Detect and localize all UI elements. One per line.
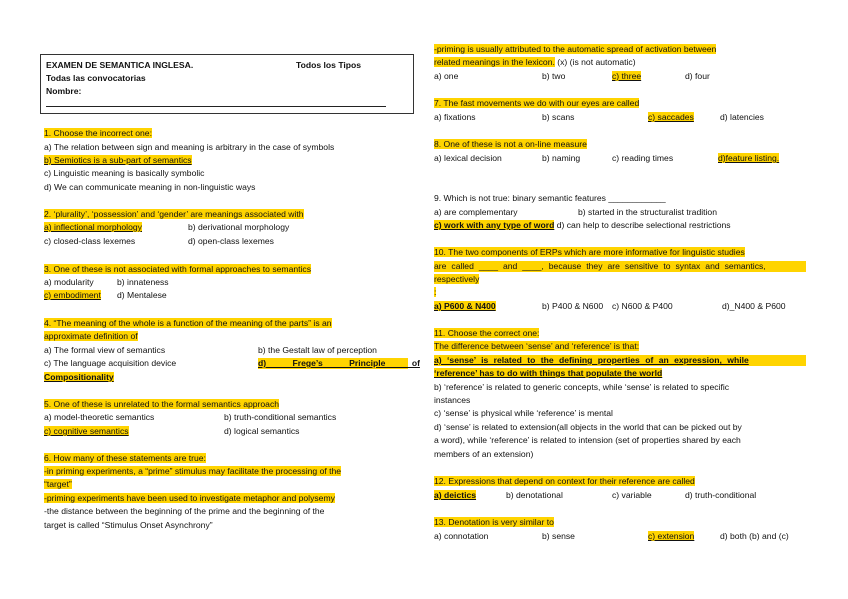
q2-option-d: d) open-class lexemes: [188, 236, 274, 246]
q6-statement-4-note: (x) (is not automatic): [557, 57, 636, 67]
q9-option-a: a) are complementary: [434, 207, 518, 217]
q11-option-a-cont: ‘reference’ has to do with things that populate the world: [434, 368, 663, 378]
q11-option-d: d) ‘sense’ is related to extension(all objects in the world that can be picked out by: [434, 422, 742, 432]
exam-type: Todos los Tipos: [296, 60, 362, 70]
q11-option-c: c) ‘sense’ is physical while ‘reference’ is mental: [434, 408, 613, 418]
q6-option-c: c) three: [612, 71, 642, 81]
q10-option-d: d)_N400 & P600: [722, 301, 786, 311]
q12-stem: 12. Expressions that depend on context for their reference are called: [434, 476, 695, 486]
exam-convocatorias: Todas las convocatorias: [46, 73, 146, 83]
q1-option-a: a) The relation between sign and meaning is arbitrary in the case of symbols: [44, 142, 335, 152]
q12-option-a: a) deictics: [434, 490, 477, 500]
q12-option-d: d) truth-conditional: [685, 490, 757, 500]
q9-option-d: d) can help to describe selectional restrictions: [556, 220, 731, 230]
q11-option-d-cont2: members of an extension): [434, 449, 534, 459]
q11-stem-line2: The difference between ‘sense’ and ‘reference’ is that:: [434, 341, 640, 351]
q3-option-c: c) embodiment: [44, 290, 101, 300]
q4-option-b: b) the Gestalt law of perception: [258, 345, 377, 355]
q10-option-b: b) P400 & N600: [542, 301, 604, 311]
q3-option-b: b) innateness: [117, 277, 169, 287]
q7-option-d: d) latencies: [720, 112, 764, 122]
q13-option-c: c) extension: [648, 531, 695, 541]
q4-stem-line2: approximate definition of: [44, 331, 138, 341]
q5-option-a: a) model-theoretic semantics: [44, 412, 155, 422]
exam-title: EXAMEN DE SEMANTICA INGLESA.: [46, 60, 194, 70]
q4-stem-line1: 4. “The meaning of the whole is a function of the meaning of the parts” is an: [44, 318, 332, 328]
q13-option-d: d) both (b) and (c): [720, 531, 789, 541]
q6-statement-1: -in priming experiments, a “prime” stimulus may facilitate the processing of the: [44, 466, 342, 476]
q6-stem: 6. How many of these statements are true:: [44, 453, 206, 463]
q10-option-a: a) P600 & N400: [434, 301, 496, 311]
q9-option-b: b) started in the structuralist tradition: [578, 207, 717, 217]
q6-option-b: b) two: [542, 71, 566, 81]
q10-stem-line1: 10. The two components of ERPs which are more informative for linguistic studies: [434, 247, 745, 257]
q9-stem: 9. Which is not true: binary semantic features ____________: [434, 193, 666, 203]
q6-statement-3-cont: target is called “Stimulus Onset Asynchrony”: [44, 520, 213, 530]
q6-statement-2: -priming experiments have been used to investigate metaphor and polysemy: [44, 493, 335, 503]
q4-option-a: a) The formal view of semantics: [44, 345, 166, 355]
q10-stem-line2: are called ____ and ____, because they are sensitive to syntax and semantics,: [434, 261, 806, 272]
q3-option-d: d) Mentalese: [117, 290, 167, 300]
q6-statement-4-cont: related meanings in the lexicon.: [434, 57, 555, 67]
name-label: Nombre:: [46, 86, 82, 96]
q1-option-d: d) We can communicate meaning in non-linguistic ways: [44, 182, 256, 192]
q7-option-a: a) fixations: [434, 112, 476, 122]
q1-option-c: c) Linguistic meaning is basically symbolic: [44, 168, 205, 178]
q7-option-c: c) saccades: [648, 112, 694, 122]
q6-option-a: a) one: [434, 71, 459, 81]
q11-option-a: a) ‘sense’ is related to the defining properties of an expression, while: [434, 355, 806, 366]
q7-stem: 7. The fast movements we do with our eyes are called: [434, 98, 640, 108]
q5-option-c: c) cognitive semantics: [44, 426, 129, 436]
q2-option-b: b) derivational morphology: [188, 222, 290, 232]
q8-stem: 8. One of these is not a on-line measure: [434, 139, 587, 149]
q2-stem: 2. ‘plurality’, ‘possession’ and ‘gender’ are meanings associated with: [44, 209, 304, 219]
q4-option-d: d) Frege’s Principle of: [258, 358, 420, 368]
q8-option-b: b) naming: [542, 153, 581, 163]
q9-option-c: c) work with any type of word: [434, 220, 555, 230]
q4-option-c: c) The language acquisition device: [44, 358, 177, 368]
q12-option-b: b) denotational: [506, 490, 563, 500]
q1-stem: 1. Choose the incorrect one:: [44, 128, 152, 138]
q5-option-d: d) logical semantics: [224, 426, 300, 436]
q11-stem-line1: 11. Choose the correct one:: [434, 328, 540, 338]
q13-option-b: b) sense: [542, 531, 575, 541]
q2-option-c: c) closed-class lexemes: [44, 236, 136, 246]
q10-option-c: c) N600 & P400: [612, 301, 673, 311]
q6-statement-1-cont: “target”: [44, 479, 72, 489]
q8-option-a: a) lexical decision: [434, 153, 502, 163]
q1-option-b: b) Semiotics is a sub-part of semantics: [44, 155, 192, 165]
q6-statement-3: -the distance between the beginning of the prime and the beginning of the: [44, 506, 325, 516]
q11-option-b: b) ‘reference’ is related to generic concepts, while ‘sense’ is related to specific: [434, 382, 730, 392]
q4-option-d-cont: Compositionality: [44, 372, 114, 382]
q2-option-a: a) inflectional morphology: [44, 222, 142, 232]
q3-stem: 3. One of these is not associated with formal approaches to semantics: [44, 264, 312, 274]
q3-option-a: a) modularity: [44, 277, 94, 287]
q6-statement-4: -priming is usually attributed to the automatic spread of activation between: [434, 44, 717, 54]
q11-option-d-cont1: a word), while ‘reference’ is related to intension (set of properties shared by each: [434, 435, 741, 445]
q5-option-b: b) truth-conditional semantics: [224, 412, 337, 422]
q13-stem: 13. Denotation is very similar to: [434, 517, 554, 527]
q13-option-a: a) connotation: [434, 531, 489, 541]
q8-option-c: c) reading times: [612, 153, 674, 163]
q5-stem: 5. One of these is unrelated to the formal semantics approach: [44, 399, 280, 409]
q11-option-b-cont: instances: [434, 395, 471, 405]
q10-colon: :: [434, 287, 437, 297]
q8-option-d: d)feature listing.: [718, 153, 780, 163]
name-line: [46, 106, 386, 107]
q7-option-b: b) scans: [542, 112, 575, 122]
q12-option-c: c) variable: [612, 490, 652, 500]
q6-option-d: d) four: [685, 71, 710, 81]
q10-stem-line3: respectively: [434, 274, 480, 284]
